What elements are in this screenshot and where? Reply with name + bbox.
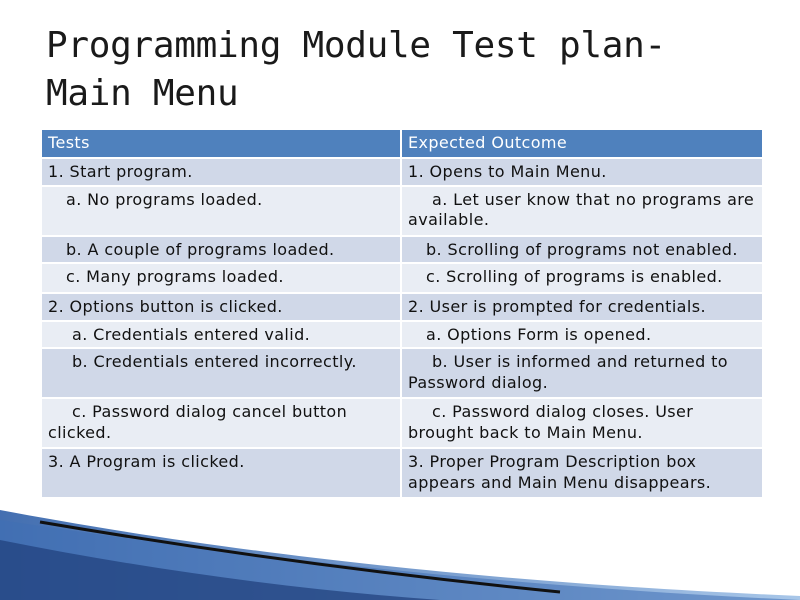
outcome-cell: 2. User is prompted for credentials. <box>401 293 763 321</box>
header-tests: Tests <box>41 129 401 158</box>
table-row <box>41 398 763 448</box>
test-plan-table <box>40 128 764 499</box>
table-row <box>41 293 763 321</box>
slide-title-line-1: Programming Module Test plan- <box>46 25 666 66</box>
test-cell: a. Credentials entered valid. <box>41 321 401 349</box>
outcome-cell: c. Scrolling of programs is enabled. <box>401 263 763 293</box>
outcome-text: b. User is informed and returned to Password dialog. <box>408 352 728 392</box>
table-row <box>41 236 763 264</box>
outcome-text: a. Let user know that no programs are available. <box>408 189 755 229</box>
outcome-cell: 3. Proper Program Description box appears and Main Menu disappears. <box>401 448 763 498</box>
test-cell: a. No programs loaded. <box>41 186 401 236</box>
test-cell <box>41 398 401 448</box>
slide-title-line-2: Main Menu <box>46 73 239 114</box>
table-row <box>41 348 763 398</box>
test-cell: c. Many programs loaded. <box>41 263 401 293</box>
decorative-swoosh <box>0 500 800 600</box>
outcome-cell <box>401 348 763 398</box>
outcome-cell: 1. Opens to Main Menu. <box>401 158 763 186</box>
header-expected-outcome: Expected Outcome <box>401 129 763 158</box>
test-cell: 1. Start program. <box>41 158 401 186</box>
outcome-text: c. Password dialog closes. User brought back to Main Menu. <box>408 402 694 442</box>
test-cell: b. A couple of programs loaded. <box>41 236 401 264</box>
table-header-row <box>41 129 763 158</box>
outcome-cell: a. Options Form is opened. <box>401 321 763 349</box>
test-text: c. Password dialog cancel button clicked. <box>48 402 348 442</box>
outcome-cell: b. Scrolling of programs not enabled. <box>401 236 763 264</box>
table-row <box>41 186 763 236</box>
outcome-cell <box>401 186 763 236</box>
table-row <box>41 158 763 186</box>
outcome-cell <box>401 398 763 448</box>
test-cell: 3. A Program is clicked. <box>41 448 401 498</box>
table-row <box>41 321 763 349</box>
test-cell: 2. Options button is clicked. <box>41 293 401 321</box>
slide-title <box>46 22 766 118</box>
table-row <box>41 448 763 498</box>
table-row <box>41 263 763 293</box>
test-cell: b. Credentials entered incorrectly. <box>41 348 401 398</box>
